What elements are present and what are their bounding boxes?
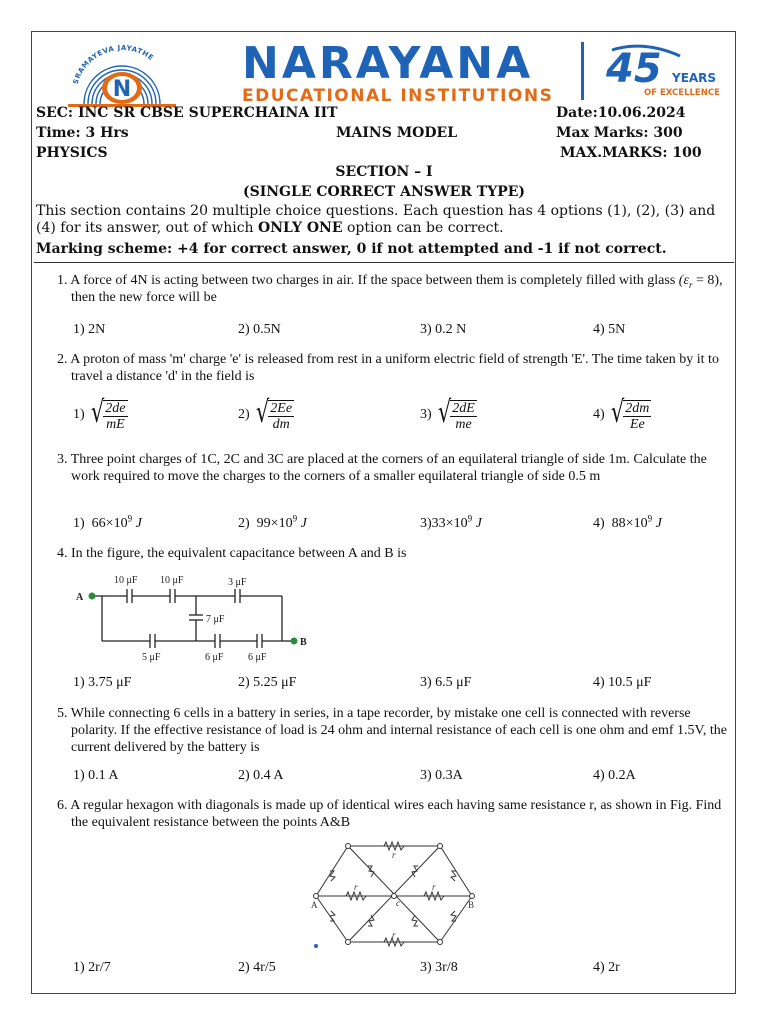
question-6-options	[73, 958, 733, 978]
terminal-b-label: B	[300, 637, 307, 648]
question-text: 3. Three point charges of 1C, 2C and 3C are placed at the corners of an equilateral triangle of side 1m. Calculate the work required to move the charges to the corners of a smaller equilateral triangle of side 0.5 m	[57, 452, 707, 484]
option: 4) $88\times 10^9$ J	[593, 513, 662, 531]
option: 1) 2r/7	[73, 960, 111, 975]
terminal-a-dot	[89, 593, 96, 600]
option: 2) 5.25 μF	[238, 675, 297, 690]
exam-model: MAINS MODEL	[336, 125, 458, 141]
exam-date: Date:10.06.2024	[556, 105, 686, 121]
question-4	[57, 545, 733, 562]
svg-text:N: N	[112, 77, 132, 102]
question-4-options	[73, 673, 733, 693]
svg-text:YEARS: YEARS	[672, 71, 717, 85]
svg-text:SRAMAYEVA JAYATHE: SRAMAYEVA JAYATHE	[71, 43, 156, 86]
option: 2) 0.4 A	[238, 768, 284, 783]
subject-marks: MAX.MARKS: 100	[560, 145, 702, 161]
svg-text:OF EXCELLENCE: OF EXCELLENCE	[644, 88, 720, 98]
subject: PHYSICS	[36, 145, 108, 161]
section-divider	[34, 262, 734, 263]
question-text: 5. While connecting 6 cells in a battery in series, in a tape recorder, by mistake one cell is connected with reverse polarity. If the effective resistance of load is 24 ohm and internal resistance of each cell is one ohm and emf 1.5V, the current delivered by the battery is	[57, 706, 727, 755]
point-a-label: A	[311, 900, 318, 910]
figure-marker-dot	[314, 944, 318, 948]
center-label: c	[396, 898, 400, 908]
option: 1) √ $\frac{2de}{mE}$	[73, 395, 126, 432]
option: 3) 6.5 μF	[420, 675, 472, 690]
section-type: (SINGLE CORRECT ANSWER TYPE)	[242, 184, 526, 200]
anniversary-badge-icon	[604, 42, 720, 100]
question-5	[57, 705, 733, 756]
option: 4) 2r	[593, 960, 620, 975]
logo-divider	[581, 42, 584, 100]
question-3	[57, 451, 733, 485]
option: 3) 0.3A	[420, 768, 463, 783]
cap-label: 3 μF	[228, 577, 247, 588]
section-title: SECTION – I	[335, 164, 433, 180]
question-5-options	[73, 766, 733, 786]
option: 1) 3.75 μF	[73, 675, 132, 690]
exam-time: Time: 3 Hrs	[36, 125, 129, 141]
section-code: SEC: INC SR CBSE SUPERCHAINA IIT	[36, 105, 338, 121]
option: 2) 4r/5	[238, 960, 276, 975]
cap-label: 10 μF	[160, 575, 184, 586]
point-b-label: B	[468, 900, 475, 910]
option: 3) 0.2 N	[420, 322, 467, 337]
cap-label: 6 μF	[205, 652, 224, 663]
section-instructions: This section contains 20 multiple choice questions. Each question has 4 options (1), (2), (3) and (4) for its answer, out of which ONLY ONE option can be correct.	[36, 203, 716, 236]
question-6	[57, 797, 733, 831]
option: 1) $66\times 10^9$ J	[73, 513, 142, 531]
brand-name: NARAYANA	[242, 38, 534, 89]
question-text: 2. A proton of mass 'm' charge 'e' is released from rest in a uniform electric field of strength 'E'. The time taken by it to travel a distance 'd' in the field is	[57, 352, 719, 384]
terminal-b-dot	[291, 638, 298, 645]
hexagon-resistor-figure	[306, 838, 482, 950]
terminal-a-label: A	[76, 592, 84, 603]
question-2	[57, 351, 733, 385]
option: 4) 10.5 μF	[593, 675, 652, 690]
option: 1) 0.1 A	[73, 768, 119, 783]
question-1	[57, 272, 733, 306]
option: 2) √ $\frac{2Ee}{dm}$	[238, 395, 293, 432]
option: 4) 5N	[593, 322, 626, 337]
emblem-logo-icon	[62, 38, 182, 110]
cap-label: 7 μF	[206, 614, 225, 625]
marking-scheme: Marking scheme: +4 for correct answer, 0 if not attempted and -1 if not correct.	[36, 241, 667, 257]
option: 2) 0.5N	[238, 322, 281, 337]
option: 1) 2N	[73, 322, 106, 337]
capacitor-circuit-figure	[72, 570, 322, 670]
question-1-options	[73, 320, 733, 340]
question-2-options	[73, 395, 733, 442]
question-text: 4. In the figure, the equivalent capacitance between A and B is	[57, 546, 407, 561]
option: 3) 3r/8	[420, 960, 458, 975]
resistor-label: r	[354, 882, 358, 892]
svg-text:45: 45	[606, 46, 662, 92]
question-text: 6. A regular hexagon with diagonals is made up of identical wires each having same resistance r, as shown in Fig. Find the equivalent resistance between the points A&B	[57, 798, 722, 830]
cap-label: 5 μF	[142, 652, 161, 663]
max-marks: Max Marks: 300	[556, 125, 683, 141]
resistor-label: r	[392, 850, 396, 860]
question-3-options	[73, 514, 733, 534]
resistor-label: r	[392, 930, 396, 940]
cap-label: 10 μF	[114, 575, 138, 586]
option: 4) 0.2A	[593, 768, 636, 783]
institution-logo	[60, 38, 720, 110]
option: 2) $99\times 10^9$ J	[238, 513, 307, 531]
brand-subtitle: EDUCATIONAL INSTITUTIONS	[242, 86, 554, 106]
option: 3) √ $\frac{2dE}{me}$	[420, 395, 475, 432]
option: $3)33\times 10^9$ J	[420, 513, 482, 531]
cap-label: 6 μF	[248, 652, 267, 663]
question-text: 1. A force of 4N is acting between two charges in air. If the space between them is completely filled with glass $(\varepsilon_r = 8)$, then the new force will be	[57, 273, 723, 305]
resistor-label: r	[432, 882, 436, 892]
option: 4) √ $\frac{2dm}{Ee}$	[593, 395, 650, 432]
